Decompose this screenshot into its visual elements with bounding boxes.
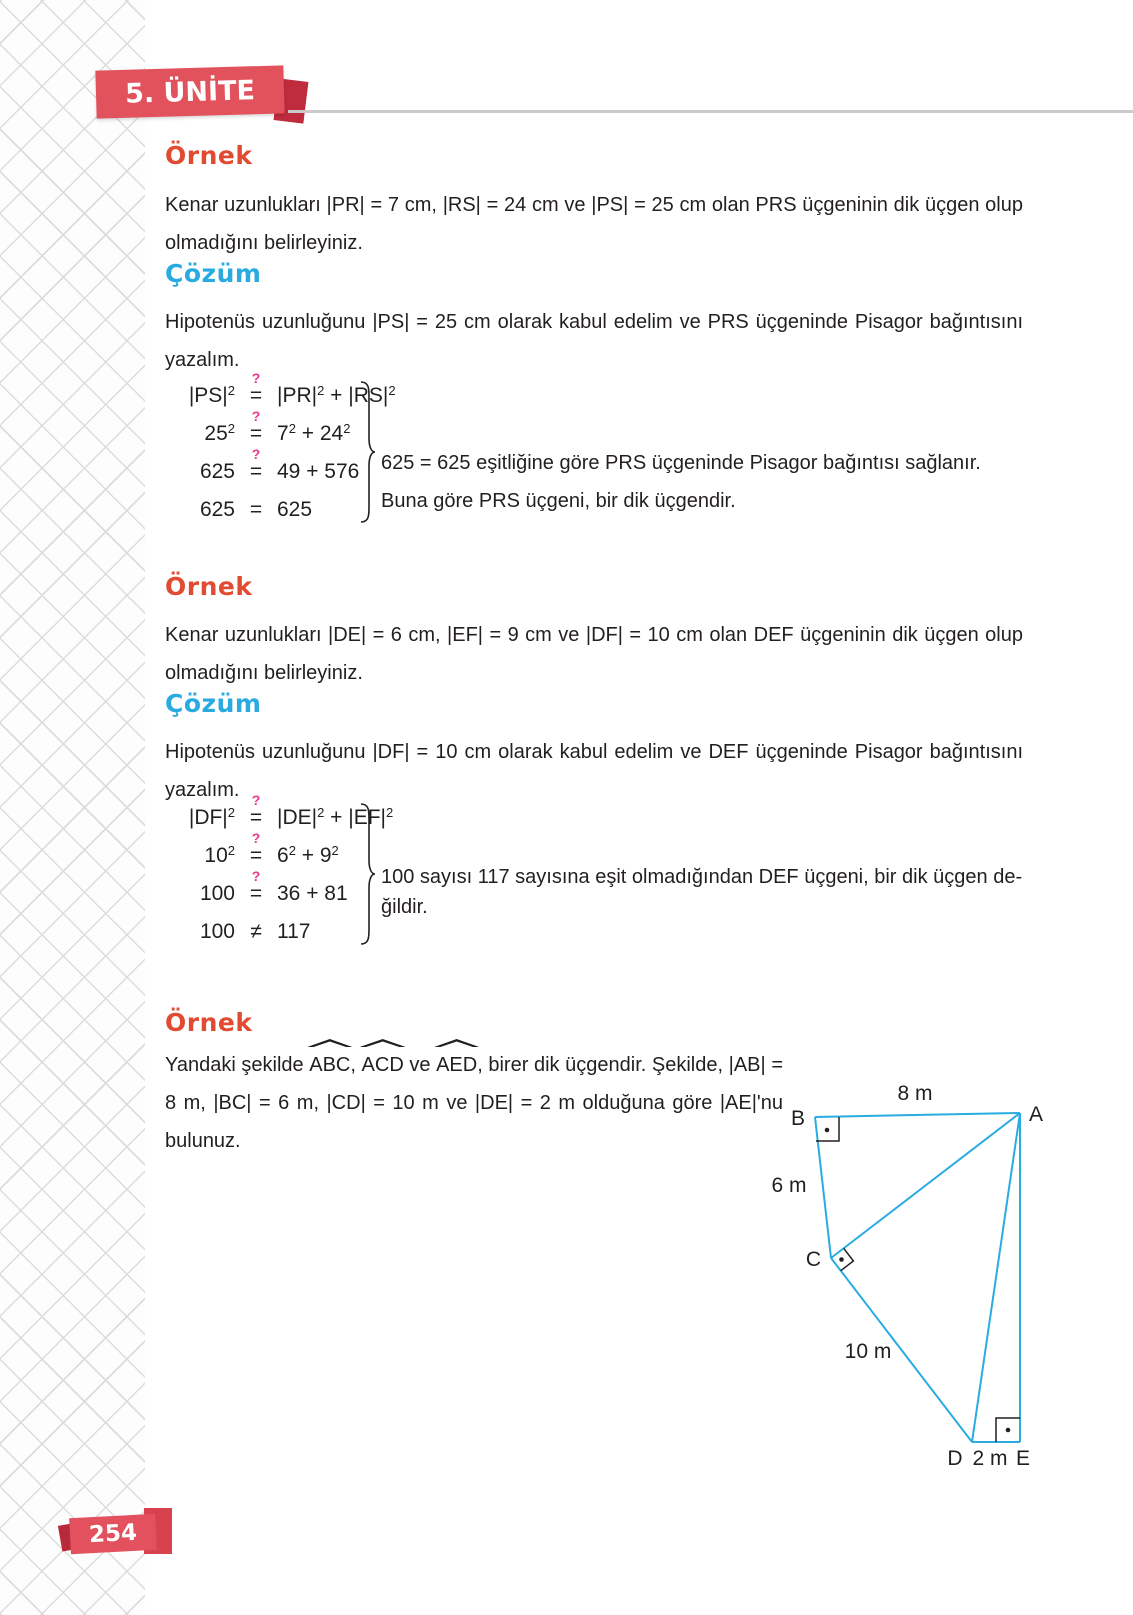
equation-row: 100 ? = 36 + 81: [199, 868, 348, 905]
lattice-side-strip: [0, 0, 145, 1615]
equation-row: 625 = 625: [199, 498, 313, 521]
equation-row: $|PS|^2$ ? = $|PR|^2 + |RS|^2$: [188, 370, 396, 407]
example2-heading: Örnek: [165, 572, 253, 601]
side-label-bc: 6 m: [771, 1174, 807, 1197]
annotation-line: Buna göre PRS üçgeni, bir dik üçgendir.: [381, 490, 736, 512]
page-number: 254: [69, 1514, 157, 1554]
equation-row: $10^2$ ? = $6^2 + 9^2$: [204, 830, 339, 867]
example1-problem: Kenar uzunlukları |PR| = 7 cm, |RS| = 24 cm ve |PS| = 25 cm olan PRS üçgeninin dik üçgen olup olmadığını belirleyiniz.: [165, 194, 1023, 254]
header-rule: [288, 110, 1133, 113]
right-angle-dots: [825, 1128, 1011, 1433]
unit-banner: [96, 64, 298, 122]
equation-row: 100 ≠ 117: [199, 920, 311, 943]
vertex-label-d: D: [947, 1447, 963, 1470]
example1-solution-intro: Hipotenüs uzunluğunu |PS| = 25 cm olarak kabul edelim ve PRS üçgeninde Pisagor bağıntısını yazalım.: [165, 311, 1023, 371]
triangle-name: AED: [436, 1046, 477, 1084]
equation-row: $|DF|^2$ ? = $|DE|^2 + |EF|^2$: [188, 792, 394, 829]
annotation-line: ğildir.: [381, 896, 428, 918]
example3-heading: Örnek: [165, 1008, 253, 1037]
vertex-label-c: C: [805, 1248, 821, 1271]
side-label-ab: 8 m: [897, 1082, 933, 1105]
equation-row: $25^2$ ? = $7^2 + 24^2$: [204, 408, 351, 445]
example1-heading: Örnek: [165, 141, 253, 170]
triangle-figure: [755, 1040, 1065, 1490]
equation-brace: [358, 803, 376, 945]
equation-brace: [358, 381, 376, 523]
example1-solution-heading: Çözüm: [165, 259, 262, 288]
example2-solution-heading: Çözüm: [165, 689, 262, 718]
vertex-label-a: A: [1029, 1103, 1044, 1126]
vertex-label-e: E: [1015, 1447, 1031, 1470]
triangle-name: ABC: [309, 1046, 350, 1084]
side-label-de: 2 m: [972, 1447, 1008, 1470]
figure-edges: [815, 1113, 1020, 1442]
annotation-line: 100 sayısı 117 sayısına eşit olmadığından DEF üçgeni, bir dik üçgen de-: [381, 866, 1023, 888]
example1-conclusion: [381, 444, 981, 520]
example3-problem: Yandaki şekilde ABC, ACD ve AED, birer dik üçgendir. Şekilde, |AB| = 8 m, |BC| = 6 m, |CD| = 10 m ve |DE| = 2 m olduğuna göre |AE|'nu bulunuz.: [165, 1046, 783, 1160]
page-number-ribbon: [56, 1504, 186, 1562]
unit-banner-label: 5. ÜNİTE: [95, 65, 284, 118]
equation-row: 625 ? = 49 + 576: [199, 446, 360, 483]
annotation-line: 625 = 625 eşitliğine göre PRS üçgeninde Pisagor bağıntısı sağlanır.: [381, 452, 981, 474]
side-label-cd: 10 m: [844, 1340, 892, 1363]
vertex-label-b: B: [790, 1107, 805, 1130]
example2-problem: Kenar uzunlukları |DE| = 6 cm, |EF| = 9 cm ve |DF| = 10 cm olan DEF üçgeninin dik üçgen olup olmadığını belirleyiniz.: [165, 624, 1023, 684]
example2-conclusion: [381, 862, 1022, 922]
triangle-name: ACD: [362, 1046, 404, 1084]
example2-solution-intro: Hipotenüs uzunluğunu |DF| = 10 cm olarak kabul edelim ve DEF üçgeninde Pisagor bağıntısını yazalım.: [165, 741, 1023, 801]
